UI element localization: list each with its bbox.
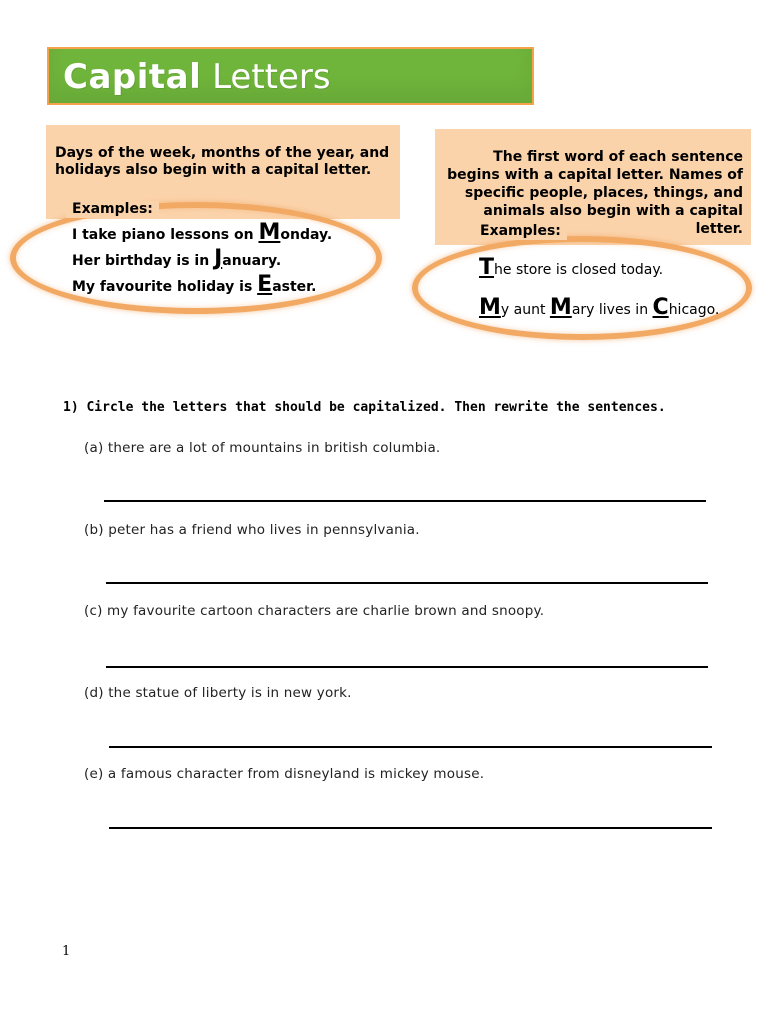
answer-line-c[interactable] — [106, 666, 708, 668]
title-banner — [47, 47, 534, 105]
capital-letter: C — [652, 295, 669, 320]
exercise-item-e: (e) a famous character from disneyland is mickey mouse. — [84, 766, 485, 782]
capital-letter: J — [214, 246, 223, 271]
rule-text-right: The first word of each sentence begins with a capital letter. Names of specific people, places, things, and animals also begin with a capital letter. — [447, 149, 743, 237]
capital-letter: M — [479, 295, 501, 320]
capital-letter: M — [258, 220, 281, 245]
title-bold-word: Capital — [63, 57, 202, 97]
page-number: 1 — [62, 944, 71, 959]
capital-letter: M — [549, 295, 572, 320]
example-line: My favourite holiday is Easter. — [72, 272, 317, 297]
title-rest-word: Letters — [212, 57, 331, 97]
examples-label-right: Examples: — [474, 223, 567, 240]
answer-line-b[interactable] — [106, 582, 708, 584]
answer-line-e[interactable] — [109, 827, 712, 829]
examples-label-left: Examples: — [66, 201, 159, 218]
rule-text-left: Days of the week, months of the year, and holidays also begin with a capital letter. — [55, 145, 390, 178]
example-line: My aunt Mary lives in Chicago. — [479, 295, 720, 320]
exercise-item-b: (b) peter has a friend who lives in pennsylvania. — [84, 522, 420, 538]
exercise-item-a: (a) there are a lot of mountains in british columbia. — [84, 440, 441, 456]
page-title — [63, 57, 331, 97]
exercise-item-d: (d) the statue of liberty is in new york. — [84, 685, 352, 701]
example-line: I take piano lessons on Monday. — [72, 220, 333, 245]
examples-ring-right — [412, 236, 752, 340]
example-line: The store is closed today. — [479, 255, 664, 280]
answer-line-a[interactable] — [104, 500, 706, 502]
example-line: Her birthday is in January. — [72, 246, 282, 271]
exercise-instruction: 1) Circle the letters that should be capitalized. Then rewrite the sentences. — [63, 400, 666, 415]
capital-letter: T — [479, 255, 495, 280]
exercise-item-c: (c) my favourite cartoon characters are charlie brown and snoopy. — [84, 603, 545, 619]
capital-letter: E — [257, 272, 273, 297]
answer-line-d[interactable] — [109, 746, 712, 748]
